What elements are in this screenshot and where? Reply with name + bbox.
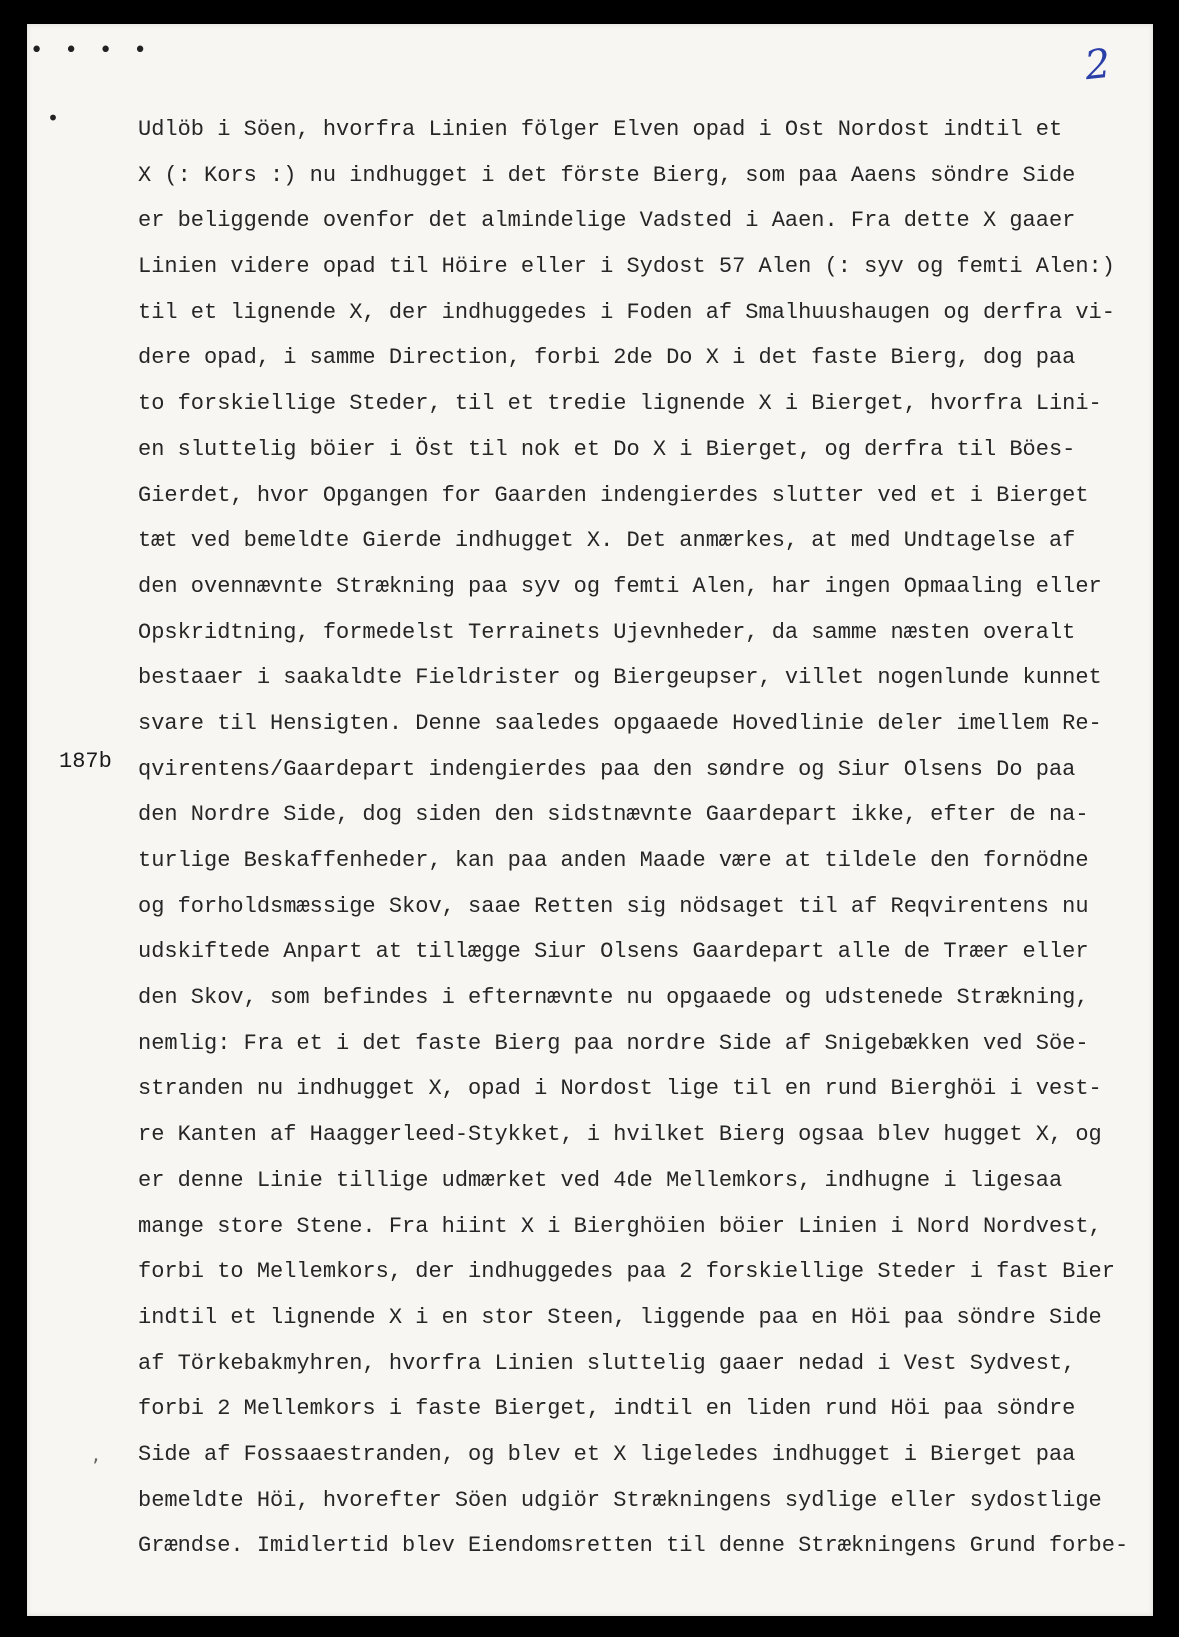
text-line: stranden nu indhugget X, opad i Nordost lige til en rund Bierghöi i vest-	[138, 1076, 1102, 1102]
text-line: bestaaer i saakaldte Fieldrister og Biergeupser, villet nogenlunde kunnet	[138, 665, 1102, 691]
punch-dots: • • • •	[30, 38, 151, 63]
text-line: forbi 2 Mellemkors i faste Bierget, indtil en liden rund Höi paa söndre	[138, 1396, 1076, 1422]
text-line: to forskiellige Steder, til et tredie lignende X i Bierget, hvorfra Lini-	[138, 391, 1102, 417]
text-line: Opskridtning, formedelst Terrainets Ujevnheder, da samme næsten overalt	[138, 619, 1076, 645]
text-line: Udlöb i Söen, hvorfra Linien fölger Elven opad i Ost Nordost indtil et	[138, 117, 1063, 142]
text-line: X (: Kors :) nu indhugget i det förste Bierg, som paa Aaens söndre Side	[138, 162, 1076, 188]
margin-tick: ʼ	[90, 1456, 101, 1477]
text-line: en sluttelig böier i Öst til nok et Do X i Bierget, og derfra til Böes-	[138, 436, 1076, 462]
text-line: Linien videre opad til Höire eller i Sydost 57 Alen (: syv og femti Alen:)	[138, 254, 1115, 280]
text-line: mange store Stene. Fra hiint X i Bierghöien böier Linien i Nord Nordvest,	[138, 1213, 1102, 1239]
text-line: til et lignende X, der indhuggedes i Foden af Smalhuushaugen og derfra vi-	[138, 299, 1115, 325]
text-line: forbi to Mellemkors, der indhuggedes paa 2 forskiellige Steder i fast Bier	[138, 1259, 1115, 1285]
text-line: af Törkebakmyhren, hvorfra Linien sluttelig gaaer nedad i Vest Sydvest,	[138, 1350, 1076, 1376]
text-line: og forholdsmæssige Skov, saae Retten sig nödsaget til af Reqvirentens nu	[138, 893, 1089, 919]
text-line: Side af Fossaaestranden, og blev et X ligeledes indhugget i Bierget paa	[138, 1441, 1076, 1467]
text-line: re Kanten af Haaggerleed-Stykket, i hvilket Bierg ogsaa blev hugget X, og	[138, 1122, 1102, 1148]
text-line: svare til Hensigten. Denne saaledes opgaaede Hovedlinie deler imellem Re-	[138, 710, 1102, 736]
text-line: Grændse. Imidlertid blev Eiendomsretten til denne Strækningens Grund forbe-	[138, 1533, 1129, 1559]
text-line: er denne Linie tillige udmærket ved 4de Mellemkors, indhugne i ligesaa	[138, 1167, 1063, 1193]
text-line: turlige Beskaffenheder, kan paa anden Maade være at tildele den fornödne	[138, 848, 1089, 873]
text-line: Gierdet, hvor Opgangen for Gaarden indengierdes slutter ved et i Bierget	[138, 482, 1089, 508]
text-line: den Skov, som befindes i efternævnte nu opgaaede og udstenede Strækning,	[138, 985, 1089, 1011]
text-line: qvirentens/Gaardepart indengierdes paa den søndre og Siur Olsens Do paa	[138, 756, 1076, 782]
margin-reference: 187b	[59, 749, 112, 774]
text-line: tæt ved bemeldte Gierde indhugget X. Det anmærkes, at med Undtagelse af	[138, 528, 1076, 554]
text-line: bemeldte Höi, hvorefter Söen udgiör Strækningens sydlige eller sydostlige	[138, 1487, 1102, 1513]
text-line: indtil et lignende X i en stor Steen, liggende paa en Höi paa söndre Side	[138, 1304, 1102, 1330]
text-line: udskiftede Anpart at tillægge Siur Olsens Gaardepart alle de Træer eller	[138, 939, 1089, 965]
text-line: er beliggende ovenfor det almindelige Vadsted i Aaen. Fra dette X gaaer	[138, 208, 1076, 234]
text-line: dere opad, i samme Direction, forbi 2de Do X i det faste Bierg, dog paa	[138, 345, 1076, 371]
handwritten-page-number: 2	[1082, 40, 1113, 90]
text-line: den Nordre Side, dog siden den sidstnævnte Gaardepart ikke, efter de na-	[138, 802, 1089, 828]
margin-dot: •	[47, 106, 60, 130]
text-line: nemlig: Fra et i det faste Bierg paa nordre Side af Snigebækken ved Söe-	[138, 1030, 1089, 1056]
typewritten-body	[138, 107, 1153, 1569]
document-page	[27, 24, 1153, 1616]
text-line: den ovennævnte Strækning paa syv og femti Alen, har ingen Opmaaling eller	[138, 573, 1102, 599]
